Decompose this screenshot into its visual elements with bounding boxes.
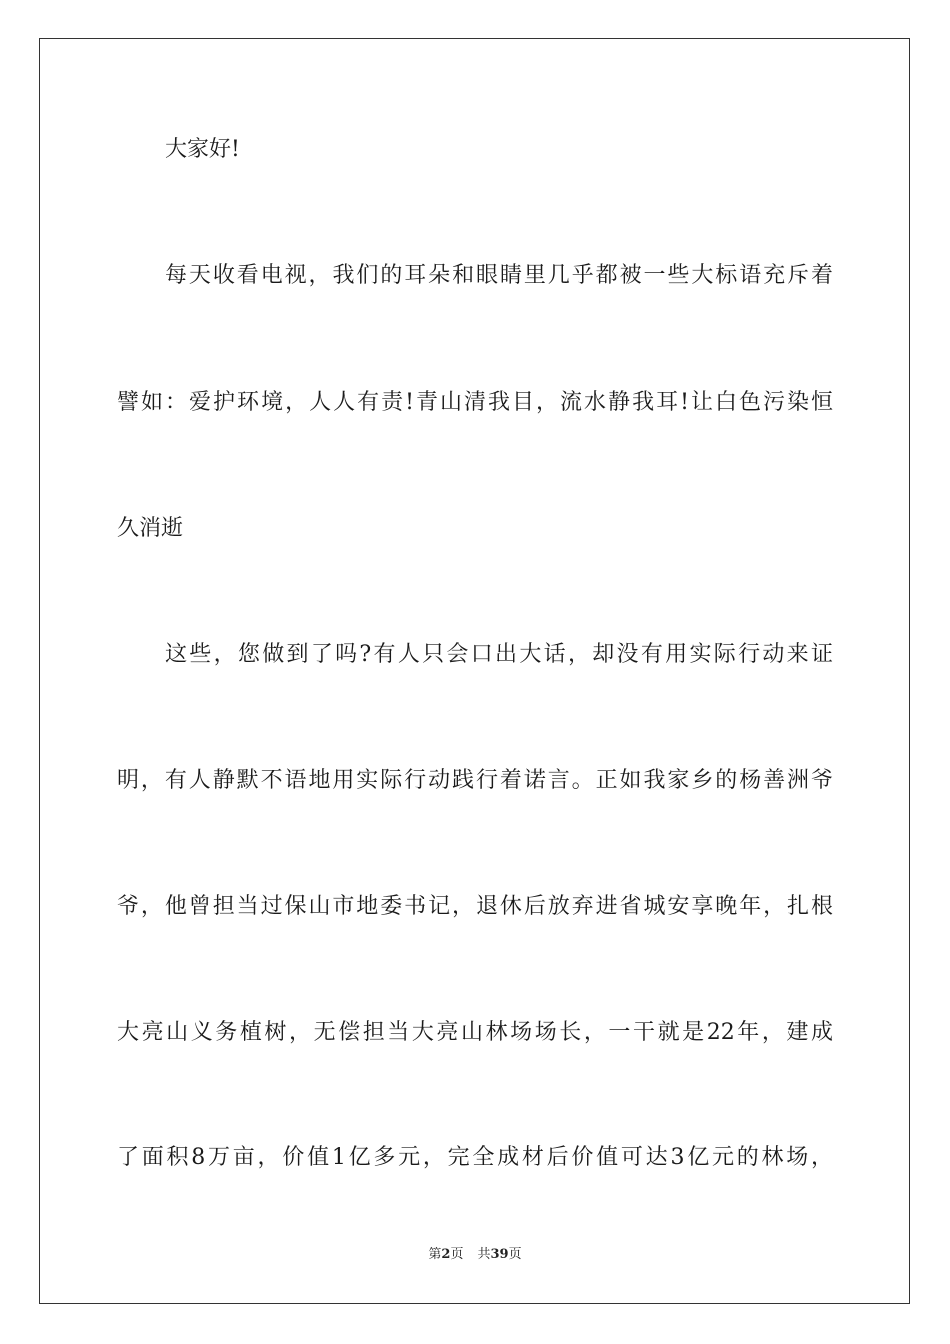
page-current: 2	[441, 1247, 451, 1262]
total-prefix: 共	[477, 1247, 491, 1262]
page-border	[39, 38, 910, 1304]
page-prefix: 第	[428, 1247, 442, 1262]
paragraph-1-line-2: 譬如：爱护环境，人人有责!青山清我目，流水静我耳!让白色污染恒	[117, 390, 833, 415]
page-suffix: 页	[450, 1247, 464, 1262]
paragraph-1-line-1: 每天收看电视，我们的耳朵和眼睛里几乎都被一些大标语充斥着	[165, 263, 833, 288]
paragraph-2-line-1: 这些，您做到了吗?有人只会口出大话，却没有用实际行动来证	[165, 642, 833, 667]
paragraph-2-line-3: 爷，他曾担当过保山市地委书记，退休后放弃进省城安享晚年，扎根	[117, 894, 833, 919]
page-footer	[0, 1246, 950, 1264]
total-suffix: 页	[508, 1247, 522, 1262]
greeting-line: 大家好!	[165, 137, 240, 162]
page-total: 39	[490, 1247, 509, 1262]
paragraph-1-line-3: 久消逝	[117, 516, 184, 541]
paragraph-2-line-2: 明，有人静默不语地用实际行动践行着诺言。正如我家乡的杨善洲爷	[117, 768, 833, 793]
paragraph-2-line-5: 了面积8万亩，价值1亿多元，完全成材后价值可达3亿元的林场，	[117, 1145, 833, 1170]
paragraph-2-line-4: 大亮山义务植树，无偿担当大亮山林场场长，一干就是22年，建成	[117, 1020, 833, 1045]
